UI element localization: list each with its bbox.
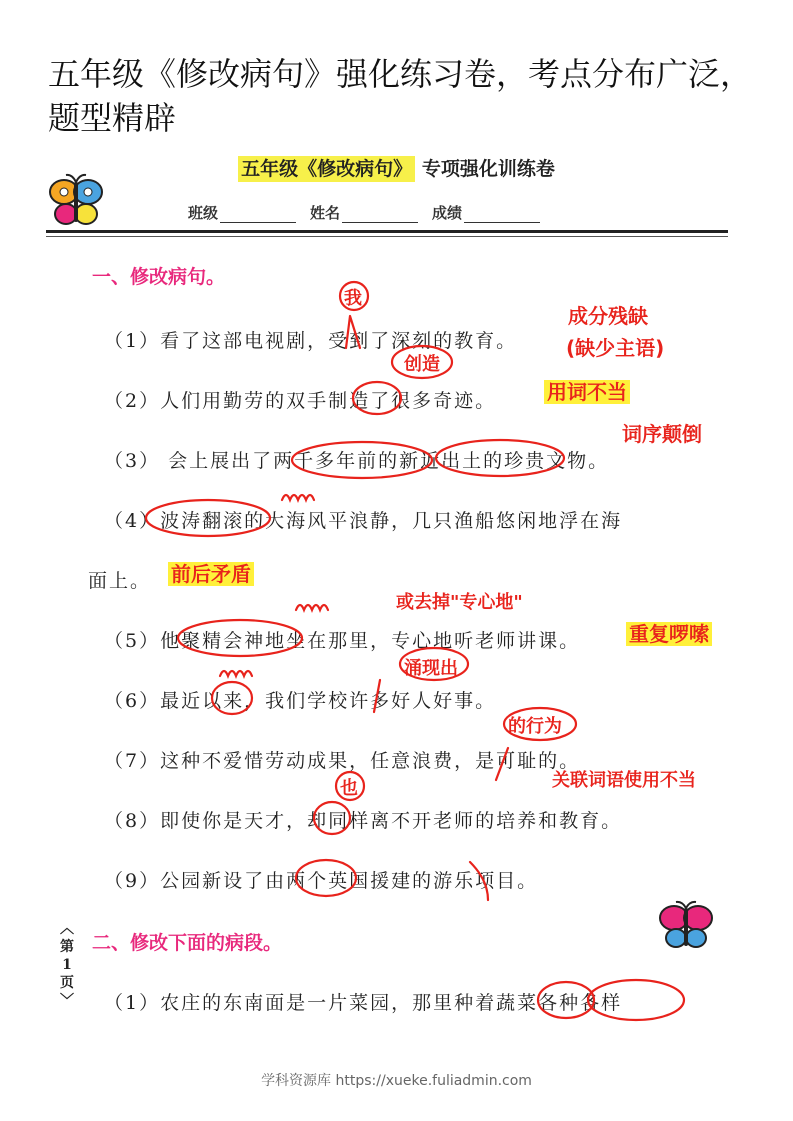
s6-insert: 涌现出 — [404, 658, 458, 679]
sentence-1: （1）看了这部电视剧，受到了深刻的教育。 — [104, 330, 518, 352]
s7-note: 关联词语使用不当 — [552, 770, 696, 791]
s2-insert: 创造 — [404, 354, 440, 375]
page-char-1: 第 — [60, 939, 74, 955]
sentence-7: （7）这种不爱惜劳动成果，任意浪费，是可耻的。 — [104, 750, 581, 772]
subtitle-highlight: 五年级《修改病句》 — [238, 156, 415, 182]
page-num-top-caret: ︿ — [60, 921, 74, 937]
section2-sentence-1: （1）农庄的东南面是一片菜园，那里种着蔬菜各种各样 — [104, 992, 623, 1014]
sentence-9: （9）公园新设了由两个英国援建的游乐项目。 — [104, 870, 539, 892]
sentence-6: （6）最近以来，我们学校许多好人好事。 — [104, 690, 497, 712]
s1-insert: 我 — [344, 288, 362, 309]
sentence-4-cont: 面上。 — [88, 570, 152, 592]
page-char-3: 页 — [60, 975, 74, 991]
score-label: 成绩 — [432, 204, 463, 222]
s8-insert: 也 — [340, 778, 358, 799]
s5-note-b: 重复啰嗦 — [626, 618, 712, 647]
page-num-bottom-caret: ﹀ — [60, 993, 74, 1009]
sentence-3: （3） 会上展出了两千多年前的新近出土的珍贵文物。 — [104, 450, 610, 472]
footer-source: 学科资源库 https://xueke.fuliadmin.com — [261, 1073, 532, 1089]
page-title: 五年级《修改病句》强化练习卷，考点分布广泛，题型精辟 — [48, 55, 753, 137]
sentence-5: （5）他聚精会神地坐在那里，专心地听老师讲课。 — [104, 630, 581, 652]
sentence-4: （4）波涛翻滚的大海风平浪静，几只渔船悠闲地浮在海 — [104, 510, 623, 532]
page-char-2: 1 — [62, 957, 72, 973]
s1-note-a: 成分残缺 — [568, 304, 648, 328]
s2-note: 用词不当 — [544, 376, 630, 405]
s1-note-b: (缺少主语) — [566, 336, 665, 360]
sentence-8: （8）即使你是天才，却同样离不开老师的培养和教育。 — [104, 810, 623, 832]
sentence-2: （2）人们用勤劳的双手制造了很多奇迹。 — [104, 390, 497, 412]
s3-note: 词序颠倒 — [622, 422, 702, 446]
s4-note: 前后矛盾 — [168, 558, 254, 587]
name-label: 姓名 — [310, 204, 341, 222]
page-number — [58, 920, 76, 1010]
section1-title: 一、修改病句。 — [92, 266, 226, 288]
class-label: 班级 — [188, 204, 219, 222]
subtitle-rest: 专项强化训练卷 — [421, 158, 555, 180]
section2-title: 二、修改下面的病段。 — [92, 932, 283, 954]
s5-note-a: 或去掉"专心地" — [396, 592, 523, 613]
s7-insert: 的行为 — [508, 716, 562, 737]
